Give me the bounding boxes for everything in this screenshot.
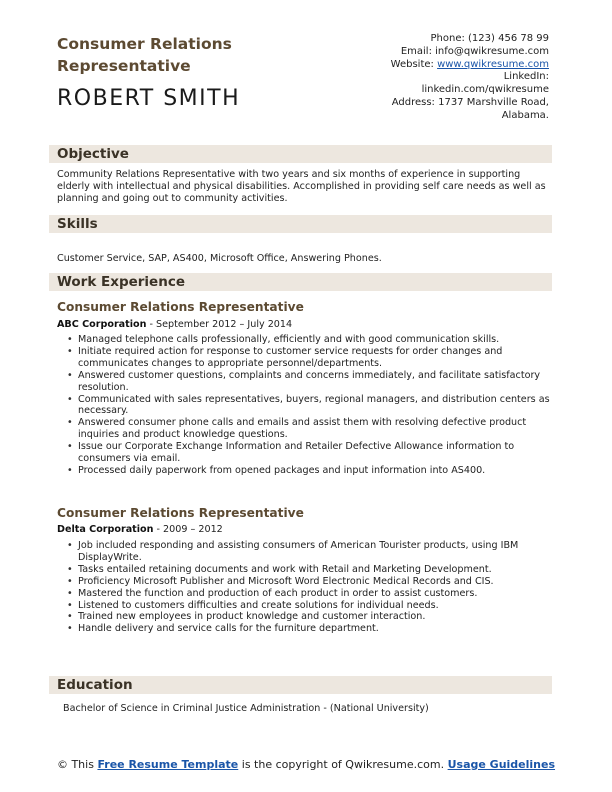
- experience-section-header: [49, 273, 552, 291]
- list-item: • Tasks entailed retaining documents and work with Retail and Marketing Development.: [67, 564, 552, 576]
- contact-email: Email: info@qwikresume.com: [400, 45, 549, 57]
- job-1-company-line: [57, 319, 292, 330]
- footer-copyright: [0, 758, 612, 771]
- list-item: • Managed telephone calls professionally, efficiently and with good communication skills.: [67, 334, 552, 346]
- contact-address-line1: Address: 1737 Marshville Road,: [391, 96, 549, 108]
- list-item: • Processed daily paperwork from opened packages and input information into AS400.: [67, 465, 552, 477]
- job-2-bullets: [67, 540, 552, 635]
- list-item: • Issue our Corporate Exchange Information and Retailer Defective Allowance information to consumers via email.: [67, 441, 552, 465]
- list-item: • Initiate required action for response to customer service requests for order changes and communicates changes to appropriate personnel/departments.: [67, 346, 552, 370]
- contact-address-line2: Alabama.: [501, 109, 549, 121]
- resume-job-title: Consumer Relations Representative: [57, 35, 232, 75]
- job-2-title: Consumer Relations Representative: [57, 506, 304, 520]
- list-item: • Handle delivery and service calls for the furniture department.: [67, 623, 552, 635]
- job-2-company: Delta Corporation: [57, 524, 154, 535]
- job-1-bullets: [67, 334, 552, 477]
- list-item: • Job included responding and assisting consumers of American Tourister products, using IBM DisplayWrite.: [67, 540, 552, 564]
- job-1-title: Consumer Relations Representative: [57, 300, 304, 314]
- job-1-dates: - September 2012 – July 2014: [146, 319, 293, 330]
- education-heading: Education: [57, 677, 133, 693]
- contact-block: [319, 33, 549, 123]
- contact-linkedin-label: LinkedIn:: [503, 71, 549, 83]
- skills-text: Customer Service, SAP, AS400, Microsoft Office, Answering Phones.: [57, 253, 382, 264]
- objective-text: Community Relations Representative with two years and six months of experience in supporting elderly with intellectual and physical disabilities. Accomplished in providing self care needs as well as planning and going out to community activities.: [57, 169, 546, 204]
- objective-section-header: [49, 145, 552, 163]
- list-item: • Listened to customers difficulties and create solutions for individual needs.: [67, 600, 552, 612]
- footer-middle: is the copyright of Qwikresume.com.: [238, 758, 448, 771]
- job-2-dates: - 2009 – 2012: [153, 524, 223, 535]
- website-label: Website:: [390, 58, 438, 70]
- contact-website: [319, 59, 549, 72]
- list-item: • Communicated with sales representatives, buyers, regional managers, and distribution centers as necessary.: [67, 394, 552, 418]
- list-item: • Answered consumer phone calls and emails and assist them with resolving defective product inquiries and product knowledge questions.: [67, 417, 552, 441]
- list-item: • Answered customer questions, complaints and concerns immediately, and facilitate satisfactory resolution.: [67, 370, 552, 394]
- free-resume-template-link[interactable]: Free Resume Template: [97, 758, 239, 771]
- education-text: Bachelor of Science in Criminal Justice Administration - (National University): [63, 703, 429, 714]
- skills-heading: Skills: [57, 216, 98, 232]
- objective-heading: Objective: [57, 146, 129, 162]
- skills-section-header: [49, 215, 552, 233]
- education-section-header: [49, 676, 552, 694]
- contact-phone: Phone: (123) 456 78 99: [430, 33, 549, 44]
- job-1-company: ABC Corporation: [57, 319, 147, 330]
- list-item: • Trained new employees in product knowledge and customer interaction.: [67, 611, 552, 623]
- candidate-name: ROBERT SMITH: [57, 86, 241, 111]
- contact-linkedin-value: linkedin.com/qwikresume: [421, 84, 549, 96]
- job-2-company-line: [57, 524, 223, 535]
- website-link[interactable]: www.qwikresume.com: [437, 58, 549, 70]
- experience-heading: Work Experience: [57, 274, 185, 290]
- list-item: • Mastered the function and production of each product in order to assist customers.: [67, 588, 552, 600]
- footer-prefix: © This: [56, 758, 98, 771]
- usage-guidelines-link[interactable]: Usage Guidelines: [447, 758, 556, 771]
- list-item: • Proficiency Microsoft Publisher and Microsoft Word Electronic Medical Records and CIS.: [67, 576, 552, 588]
